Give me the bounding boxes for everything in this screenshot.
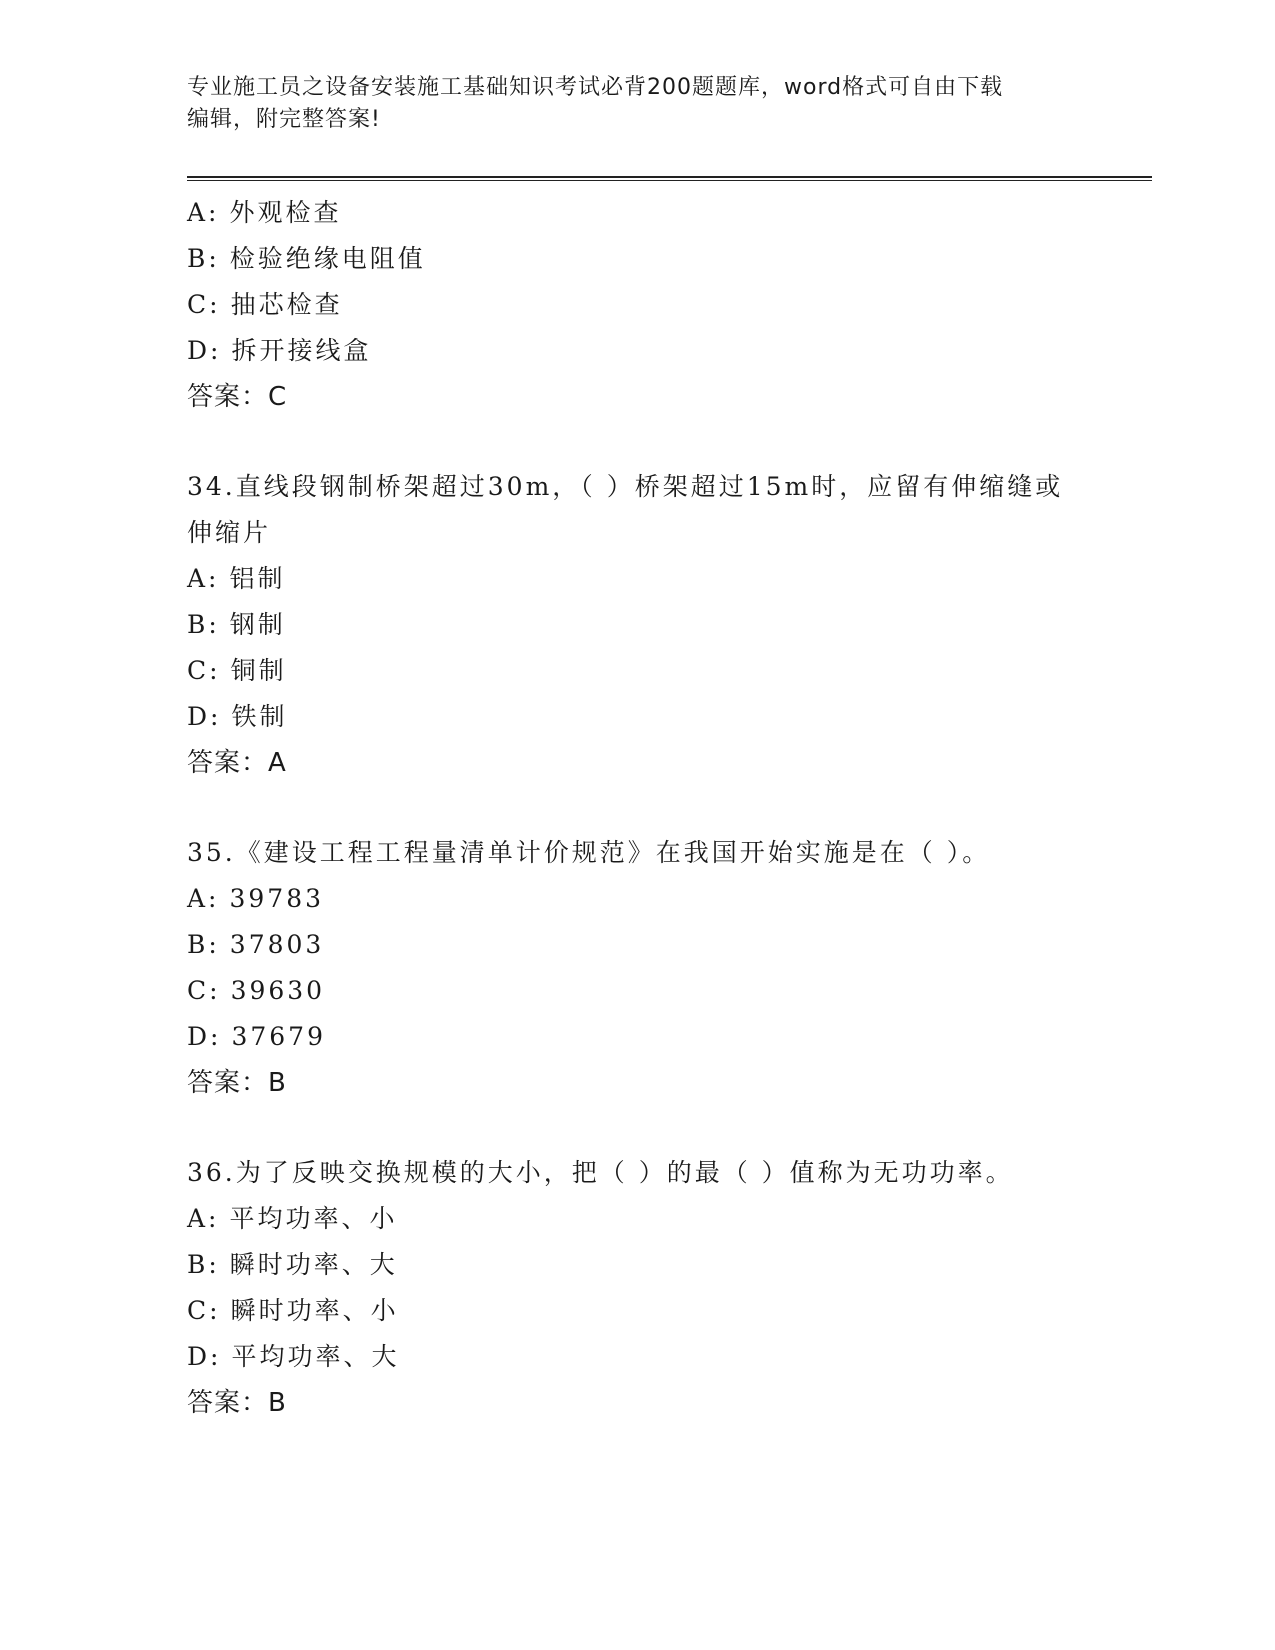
option-text: 外观检查	[229, 198, 342, 227]
option-a	[187, 556, 1087, 602]
question-33	[187, 190, 1087, 420]
option-text: 钢制	[229, 610, 286, 639]
option-text: 检验绝缘电阻值	[229, 244, 426, 273]
option-c	[187, 968, 1087, 1014]
option-text: 37803	[229, 930, 325, 959]
option-b	[187, 1242, 1087, 1288]
option-letter: B:	[187, 1250, 220, 1279]
option-text: 39783	[229, 884, 325, 913]
option-c	[187, 282, 1087, 328]
option-letter: D:	[187, 1022, 222, 1051]
option-letter: A:	[187, 198, 220, 227]
option-a	[187, 876, 1087, 922]
spacer	[187, 786, 1087, 830]
option-text: 铁制	[231, 702, 288, 731]
header-line-1: 专业施工员之设备安装施工基础知识考试必背200题题库，word格式可自由下载	[187, 75, 1004, 100]
header-line-2: 编辑，附完整答案!	[187, 107, 381, 132]
option-b	[187, 236, 1087, 282]
option-letter: B:	[187, 930, 220, 959]
option-text: 铜制	[230, 656, 287, 685]
option-d	[187, 328, 1087, 374]
option-text: 平均功率、小	[229, 1204, 398, 1233]
option-d	[187, 694, 1087, 740]
answer-line: 答案：A	[187, 748, 287, 778]
option-letter: C:	[187, 976, 221, 1005]
option-letter: C:	[187, 656, 221, 685]
question-stem-continued: 伸缩片	[187, 518, 272, 547]
option-d	[187, 1334, 1087, 1380]
option-letter: A:	[187, 1204, 220, 1233]
question-stem: 35.《建设工程工程量清单计价规范》在我国开始实施是在（ ）。	[187, 838, 991, 867]
option-letter: D:	[187, 702, 222, 731]
answer-line: 答案：B	[187, 1388, 287, 1418]
option-text: 抽芯检查	[230, 290, 343, 319]
option-letter: A:	[187, 884, 220, 913]
option-c	[187, 648, 1087, 694]
option-text: 平均功率、大	[231, 1342, 400, 1371]
option-a	[187, 1196, 1087, 1242]
option-letter: D:	[187, 1342, 222, 1371]
question-35	[187, 830, 1087, 1106]
option-text: 瞬时功率、大	[229, 1250, 398, 1279]
question-36	[187, 1150, 1087, 1426]
option-b	[187, 922, 1087, 968]
document-header	[187, 72, 1067, 136]
option-text: 铝制	[229, 564, 286, 593]
option-a	[187, 190, 1087, 236]
option-text: 37679	[231, 1022, 326, 1051]
answer-line: 答案：C	[187, 382, 288, 412]
question-list	[187, 190, 1087, 1426]
answer-line: 答案：B	[187, 1068, 287, 1098]
spacer	[187, 420, 1087, 464]
option-text: 拆开接线盒	[231, 336, 372, 365]
option-text: 瞬时功率、小	[230, 1296, 399, 1325]
option-b	[187, 602, 1087, 648]
question-stem: 34.直线段钢制桥架超过30m，（ ）桥架超过15m时，应留有伸缩缝或	[187, 472, 1064, 501]
header-divider	[187, 176, 1152, 181]
option-letter: A:	[187, 564, 220, 593]
option-letter: C:	[187, 290, 221, 319]
option-text: 39630	[230, 976, 326, 1005]
question-34	[187, 464, 1087, 786]
option-letter: B:	[187, 244, 220, 273]
question-stem: 36.为了反映交换规模的大小，把（ ）的最（ ）值称为无功功率。	[187, 1158, 1014, 1187]
option-letter: B:	[187, 610, 220, 639]
option-c	[187, 1288, 1087, 1334]
option-letter: C:	[187, 1296, 221, 1325]
option-d	[187, 1014, 1087, 1060]
option-letter: D:	[187, 336, 222, 365]
spacer	[187, 1106, 1087, 1150]
